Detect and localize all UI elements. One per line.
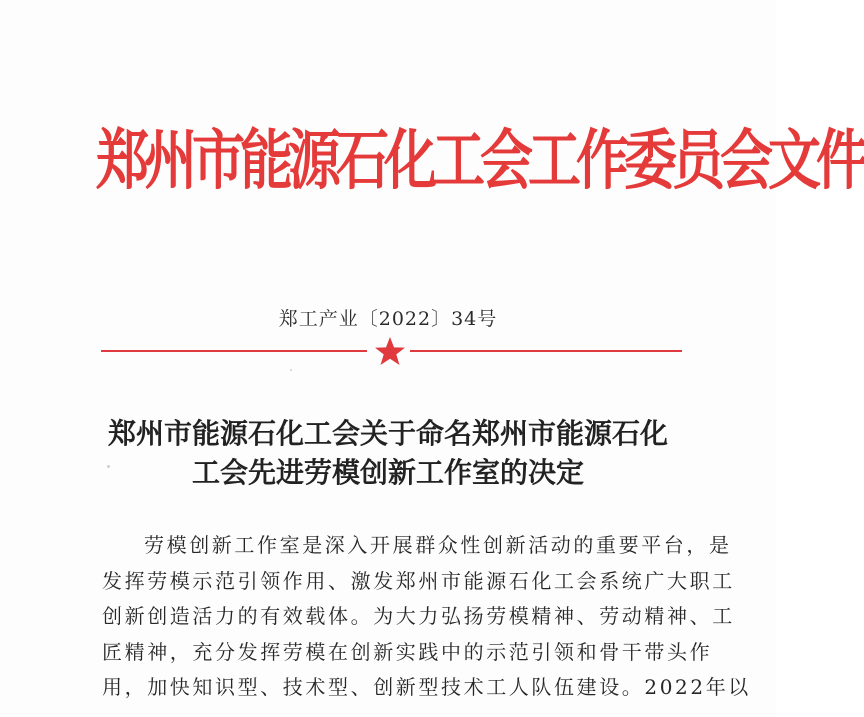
red-divider-left xyxy=(101,350,367,352)
star-icon xyxy=(374,335,406,367)
document-number: 郑工产业〔2022〕34号 xyxy=(278,308,498,330)
body-paragraph xyxy=(102,528,751,706)
body-line: 匠精神，充分发挥劳模在创新实践中的示范引领和骨干带头作 xyxy=(102,639,713,664)
body-line: 劳模创新工作室是深入开展群众性创新活动的重要平台，是 xyxy=(144,533,732,557)
body-line: 发挥劳模示范引领作用、激发郑州市能源石化工会系统广大职工 xyxy=(102,568,735,593)
scan-speck xyxy=(290,369,292,371)
issuer-masthead: 郑州市能源石化工会工作委员会文件 xyxy=(96,124,864,199)
body-line: 创新创造活力的有效载体。为大力弘扬劳模精神、劳动精神、工 xyxy=(102,604,735,628)
body-line: 用，加快知识型、技术型、创新型技术工人队伍建设。2022年以 xyxy=(102,675,751,699)
document-title-line-2: 工会先进劳模创新工作室的决定 xyxy=(191,456,584,489)
red-divider-right xyxy=(410,350,682,352)
document-title-line-1: 郑州市能源石化工会关于命名郑州市能源石化 xyxy=(107,417,668,450)
